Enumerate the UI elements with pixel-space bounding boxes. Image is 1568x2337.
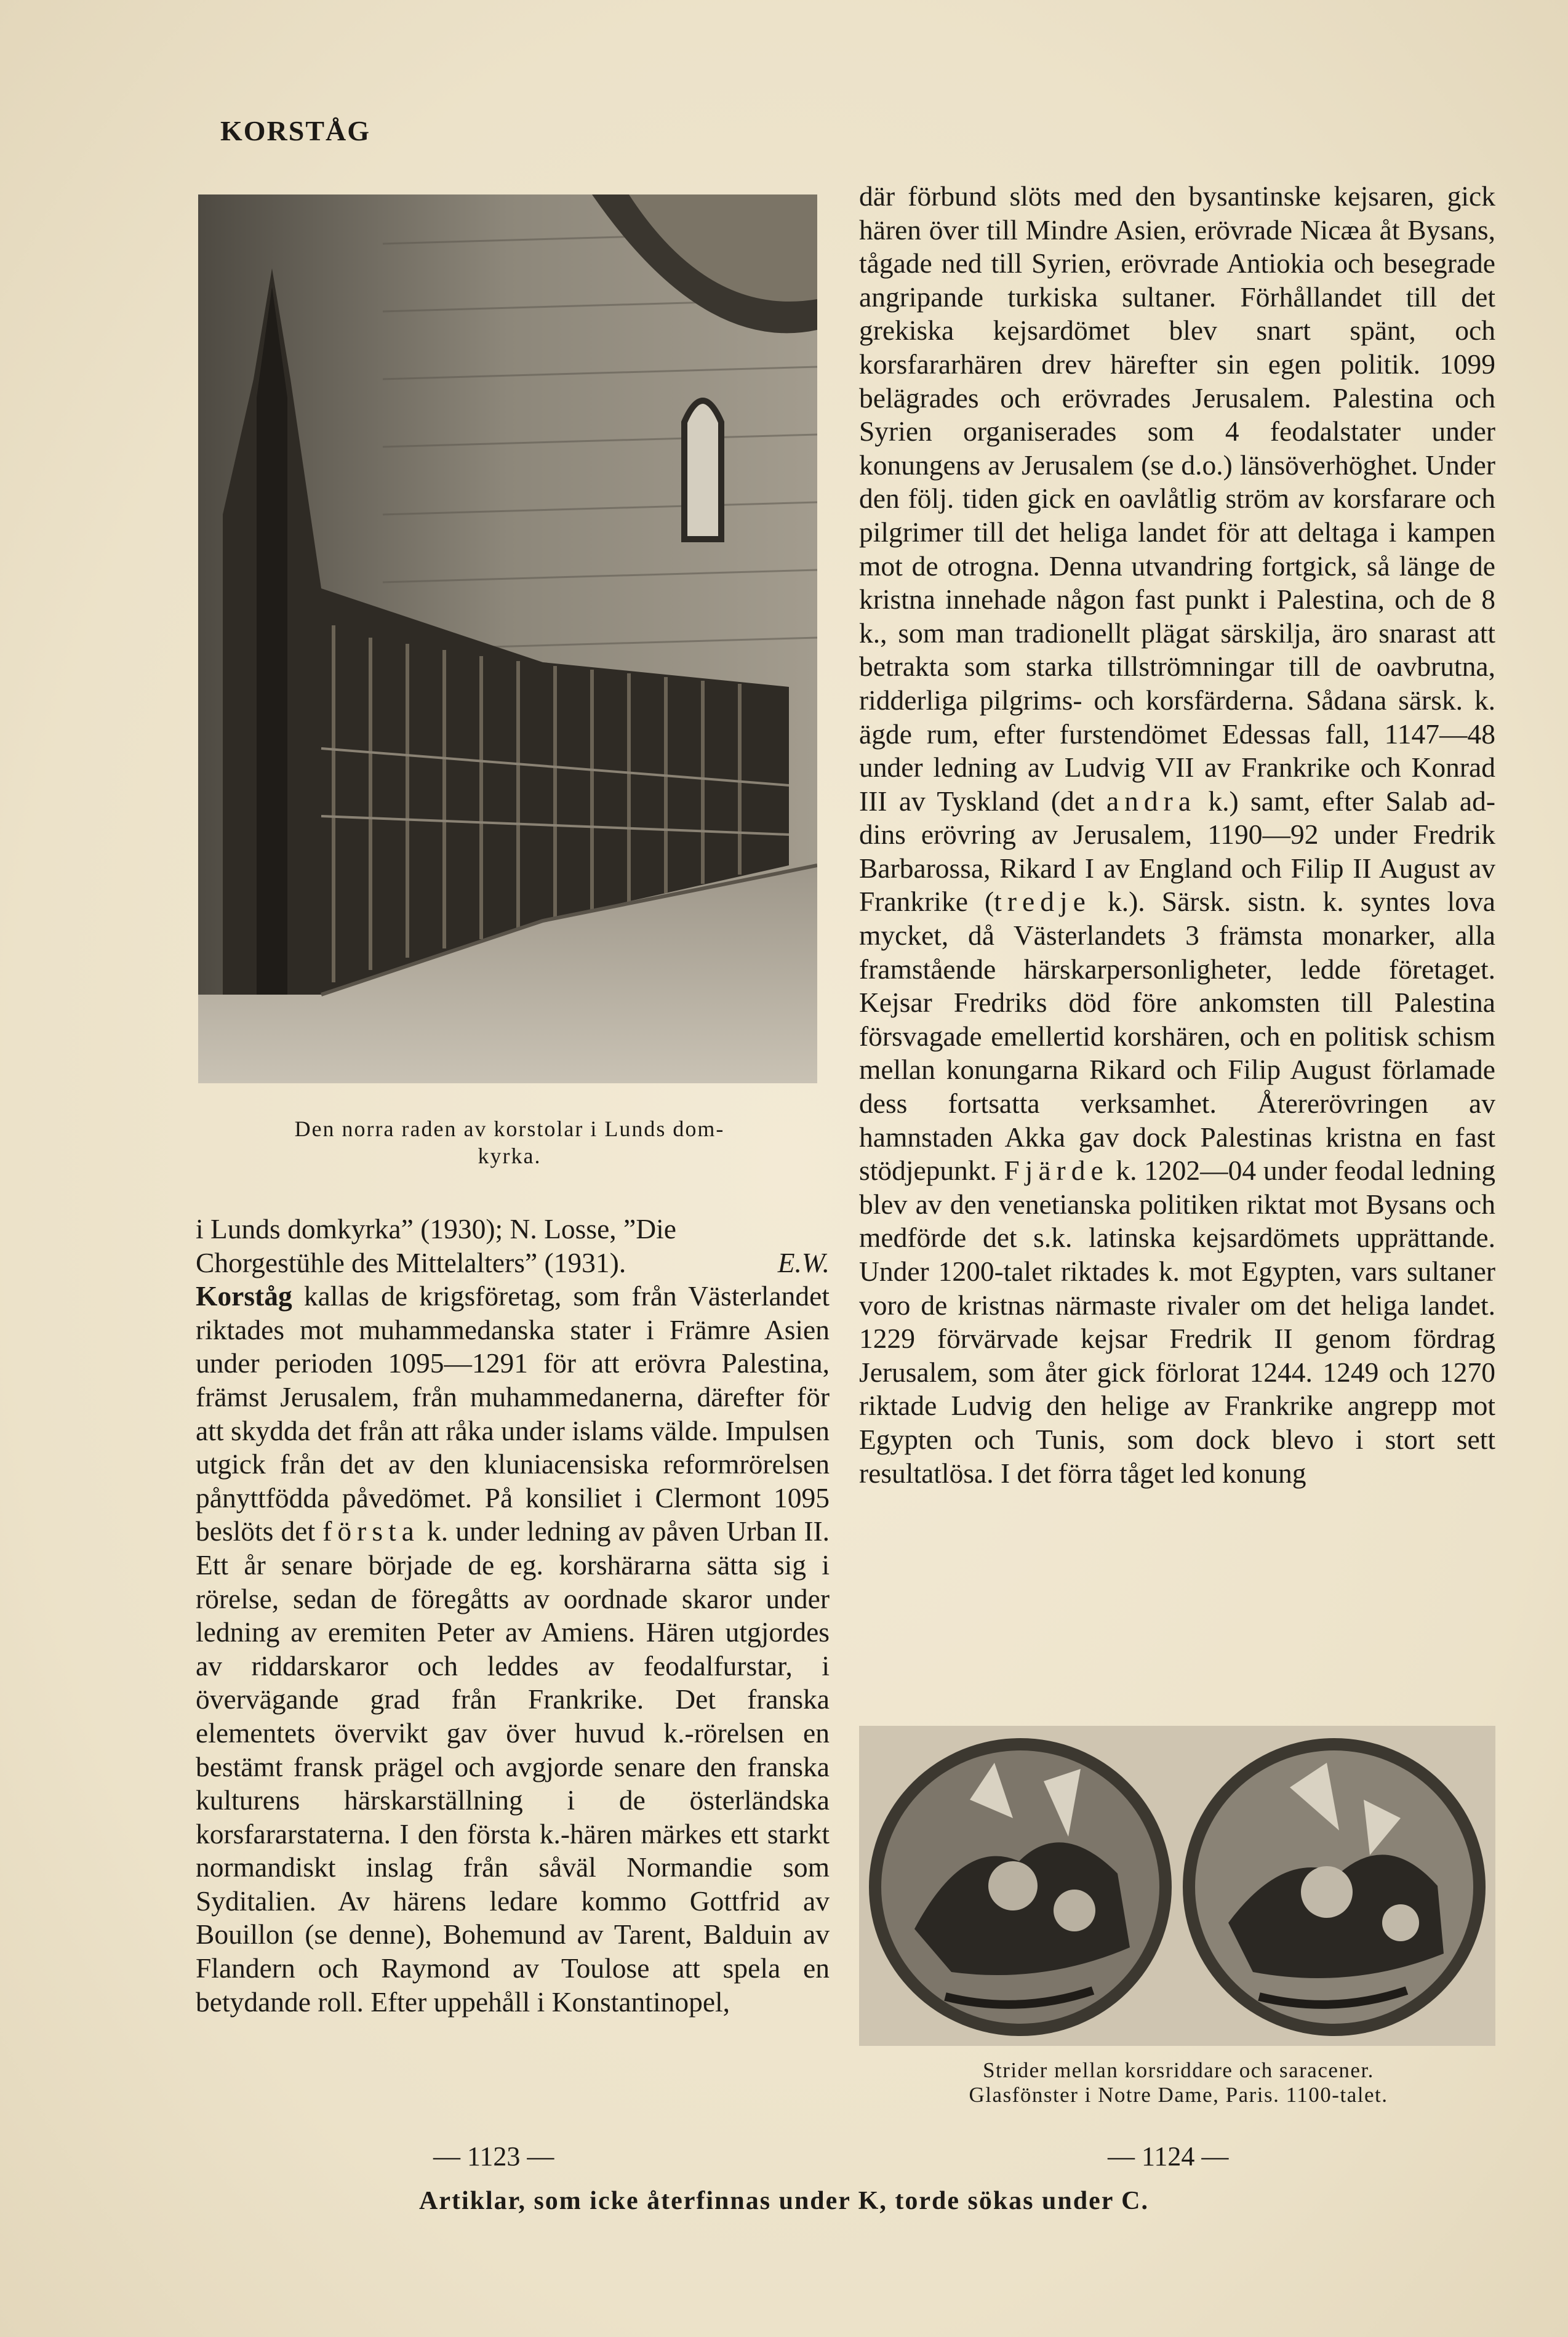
page-number-left: — 1123 — [433, 2141, 554, 2171]
right-column-text [859, 180, 1495, 1490]
left-column-text [196, 1213, 830, 2019]
reference-text: i Lunds domkyrka” (1930); N. Losse, ”Die [196, 1213, 676, 1245]
glass-caption-line: Strider mellan korsriddare och saracener. [983, 2058, 1374, 2082]
spaced-term: Fjärde [1004, 1155, 1109, 1187]
photo-caption-line: Den norra raden av korstolar i Lunds dom- [294, 1116, 725, 1141]
entry-term: Korståg [196, 1280, 292, 1312]
spaced-term: andra [1106, 785, 1197, 817]
author-initials: E.W. [777, 1246, 830, 1278]
photo-caption [214, 1115, 805, 1169]
entry-text: k.) samt, efter Salab ad-dins erövring av Jerusalem, 1190—92 under Fredrik Barbarossa, Rikard I av England och Filip II August av Frankrike ( [859, 785, 1496, 918]
reference-line [196, 1246, 830, 1280]
stained-glass-photo [859, 1726, 1495, 2046]
glass-caption [862, 2058, 1495, 2107]
spaced-term: första [322, 1515, 420, 1547]
glass-roundel-right [1183, 1738, 1486, 2036]
reference-text: Chorgestühle des Mittelalters” (1931). [196, 1246, 626, 1278]
entry-text: där förbund slöts med den bysantinske kejsaren, gick hären över till Mindre Asien, erövrade Nicæa åt Bysans, tågade ned till Syrien, erövrade Antiokia och besegrade angripande turkiska sultaner. Förhållandet till det grekiska kejsardömet blev snart spänt, och korsfararhären drev härefter sin egen politik. 1099 belägrades och erövrades Jerusalem. Palestina och Syrien organiserades som 4 feodalstater under konungens av Jerusalem (se d.o.) länsöverhöghet. Under den följ. tiden gick en oavlåtlig ström av korsfarare och pilgrimer till det heliga landet för att deltaga i kampen mot de otrogna. Denna utvandring fortgick, så länge de kristna innehade någon fast punkt i Palestina, och de 8 k., som man tradionellt plägat särskilja, äro snarast att betrakta som starka tillströmningar till de oavbrutna, ridderliga pilgrims- och korsfärderna. Sådana särsk. k. ägde rum, efter furstendömet Edessas fall, 1147—48 under ledning av Ludvig VII av Frankrike och Konrad III av Tyskland (det [859, 180, 1495, 817]
spaced-term: tredje [994, 886, 1091, 918]
reference-line [196, 1213, 830, 1246]
choir-stalls-photo [198, 194, 817, 1083]
entry-paragraph [196, 1280, 830, 2019]
page-number-right: — 1124 — [1108, 2141, 1229, 2171]
entry-text: k. 1202—04 under feodal ledning blev av den venetianska politiken riktat mot Bysans och medförde det s.k. latinska kejsardömets upprättande. Under 1200-talet riktades k. mot Egypten, vars sultaner voro de kristnas närmaste rivaler om det heliga landet. 1229 förvärvade kejsar Fredrik II genom fördrag Jerusalem, som åter gick förlorat 1244. 1249 och 1270 riktade Ludvig den helige av Frankrike angrepp mot Egypten och Tunis, som dock blevo i stort sett resultatlösa. I det förra tåget led konung [859, 1155, 1496, 1489]
footer-note: Artiklar, som icke återfinnas under K, torde sökas under C. [419, 2187, 1149, 2215]
entry-paragraph [859, 180, 1495, 1490]
glass-caption-line: Glasfönster i Notre Dame, Paris. 1100-talet. [969, 2083, 1388, 2107]
glass-roundel-left [869, 1738, 1172, 2036]
entry-text: kallas de krigsföretag, som från Västerlandet riktades mot muhammedanska stater i Främre Asien under perioden 1095—1291 för att erövra Palestina, främst Jerusalem, från muhammedanerna, därefter för att skydda det från att råka under islams välde. Impulsen utgick från det av den kluniacensiska reformrörelsen pånyttfödda påvedömet. På konsiliet i Clermont 1095 beslöts det [196, 1280, 830, 1547]
running-head: KORSTÅG [220, 115, 371, 146]
entry-text: k.). Särsk. sistn. k. syntes lova mycket, då Västerlandets 3 främsta monarker, alla framstående härskarpersonligheter, ledde företaget. Kejsar Fredriks död före ankomsten till Palestina försvagade emellertid korshären, och en politisk schism mellan konungarna Rikard och Filip August förlamade dess fortsatta verksamhet. Återerövringen av hamnstaden Akka gav dock Palestinas kristna en fast stödjepunkt. [859, 886, 1495, 1187]
photo-caption-line: kyrka. [478, 1144, 542, 1168]
entry-text: k. under ledning av påven Urban II. Ett år senare började de eg. korshärarna sätta sig i rörelse, sedan de föregåtts av oordnade skaror under ledning av eremiten Peter av Amiens. Hären utgjordes av riddarskaror och leddes av feodalfurstar, i övervägande grad från Frankrike. Det franska elementets övervikt gav över huvud k.-rörelsen en bestämt fransk prägel och avgjorde senare den franska kulturens härskarställning i de österländska korsfararstaterna. I den första k.-hären märkes ett starkt normandiskt inslag från såväl Normandie som Syditalien. Av härens ledare kommo Gottfrid av Bouillon (se denne), Bohemund av Tarent, Balduin av Flandern och Raymond av Toulose att spela en betydande roll. Efter uppehåll i Konstantinopel, [196, 1515, 830, 2018]
